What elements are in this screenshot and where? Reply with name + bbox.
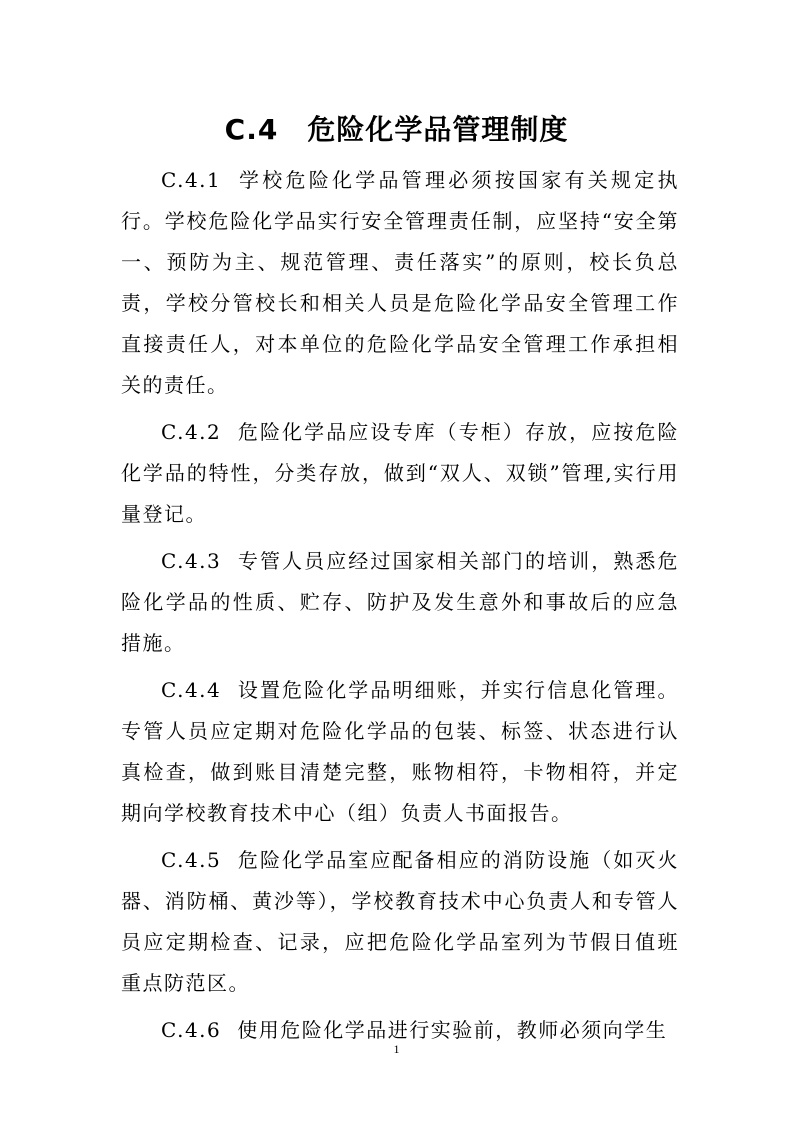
- clause-number: C.4.1: [161, 168, 222, 192]
- paragraph-text: 使用危险化学品进行实验前，教师必须向学生: [237, 1018, 668, 1042]
- clause-number: C.4.2: [161, 420, 222, 444]
- clause-number: C.4.6: [161, 1018, 222, 1042]
- paragraph-text: 学校危险化学品管理必须按国家有关规定执行。学校危险化学品实行安全管理责任制，应坚持“安全第一、预防为主、规范管理、责任落实”的原则，校长负总责，学校分管校长和相关人员是危险化学品安全管理工作直接责任人，对本单位的危险化学品安全管理工作承担相关的责任。: [121, 168, 679, 397]
- paragraph-c4-2: [121, 412, 679, 535]
- paragraph-c4-1: [121, 160, 679, 406]
- document-title: C.4 危险化学品管理制度: [224, 113, 569, 146]
- paragraph-c4-5: [121, 840, 679, 1004]
- paragraph-text: 专管人员应经过国家相关部门的培训，熟悉危险化学品的性质、贮存、防护及发生意外和事故后的应急措施。: [121, 549, 679, 655]
- page-number: 1: [393, 1042, 400, 1056]
- paragraph-text: 设置危险化学品明细账，并实行信息化管理。专管人员应定期对危险化学品的包装、标签、状态进行认真检查，做到账目清楚完整，账物相符，卡物相符，并定期向学校教育技术中心（组）负责人书面报告。: [121, 678, 679, 825]
- clause-number: C.4.5: [161, 848, 222, 872]
- paragraph-c4-3: [121, 541, 679, 664]
- paragraph-text: 危险化学品室应配备相应的消防设施（如灭火器、消防桶、黄沙等），学校教育技术中心负责人和专管人员应定期检查、记录，应把危险化学品室列为节假日值班重点防范区。: [121, 848, 679, 995]
- clause-number: C.4.4: [161, 678, 222, 702]
- paragraph-text: 危险化学品应设专库（专柜）存放，应按危险化学品的特性，分类存放，做到“双人、双锁”管理,实行用量登记。: [121, 420, 679, 526]
- paragraph-c4-4: [121, 670, 679, 834]
- clause-number: C.4.3: [161, 549, 222, 573]
- document-body: [121, 160, 679, 1057]
